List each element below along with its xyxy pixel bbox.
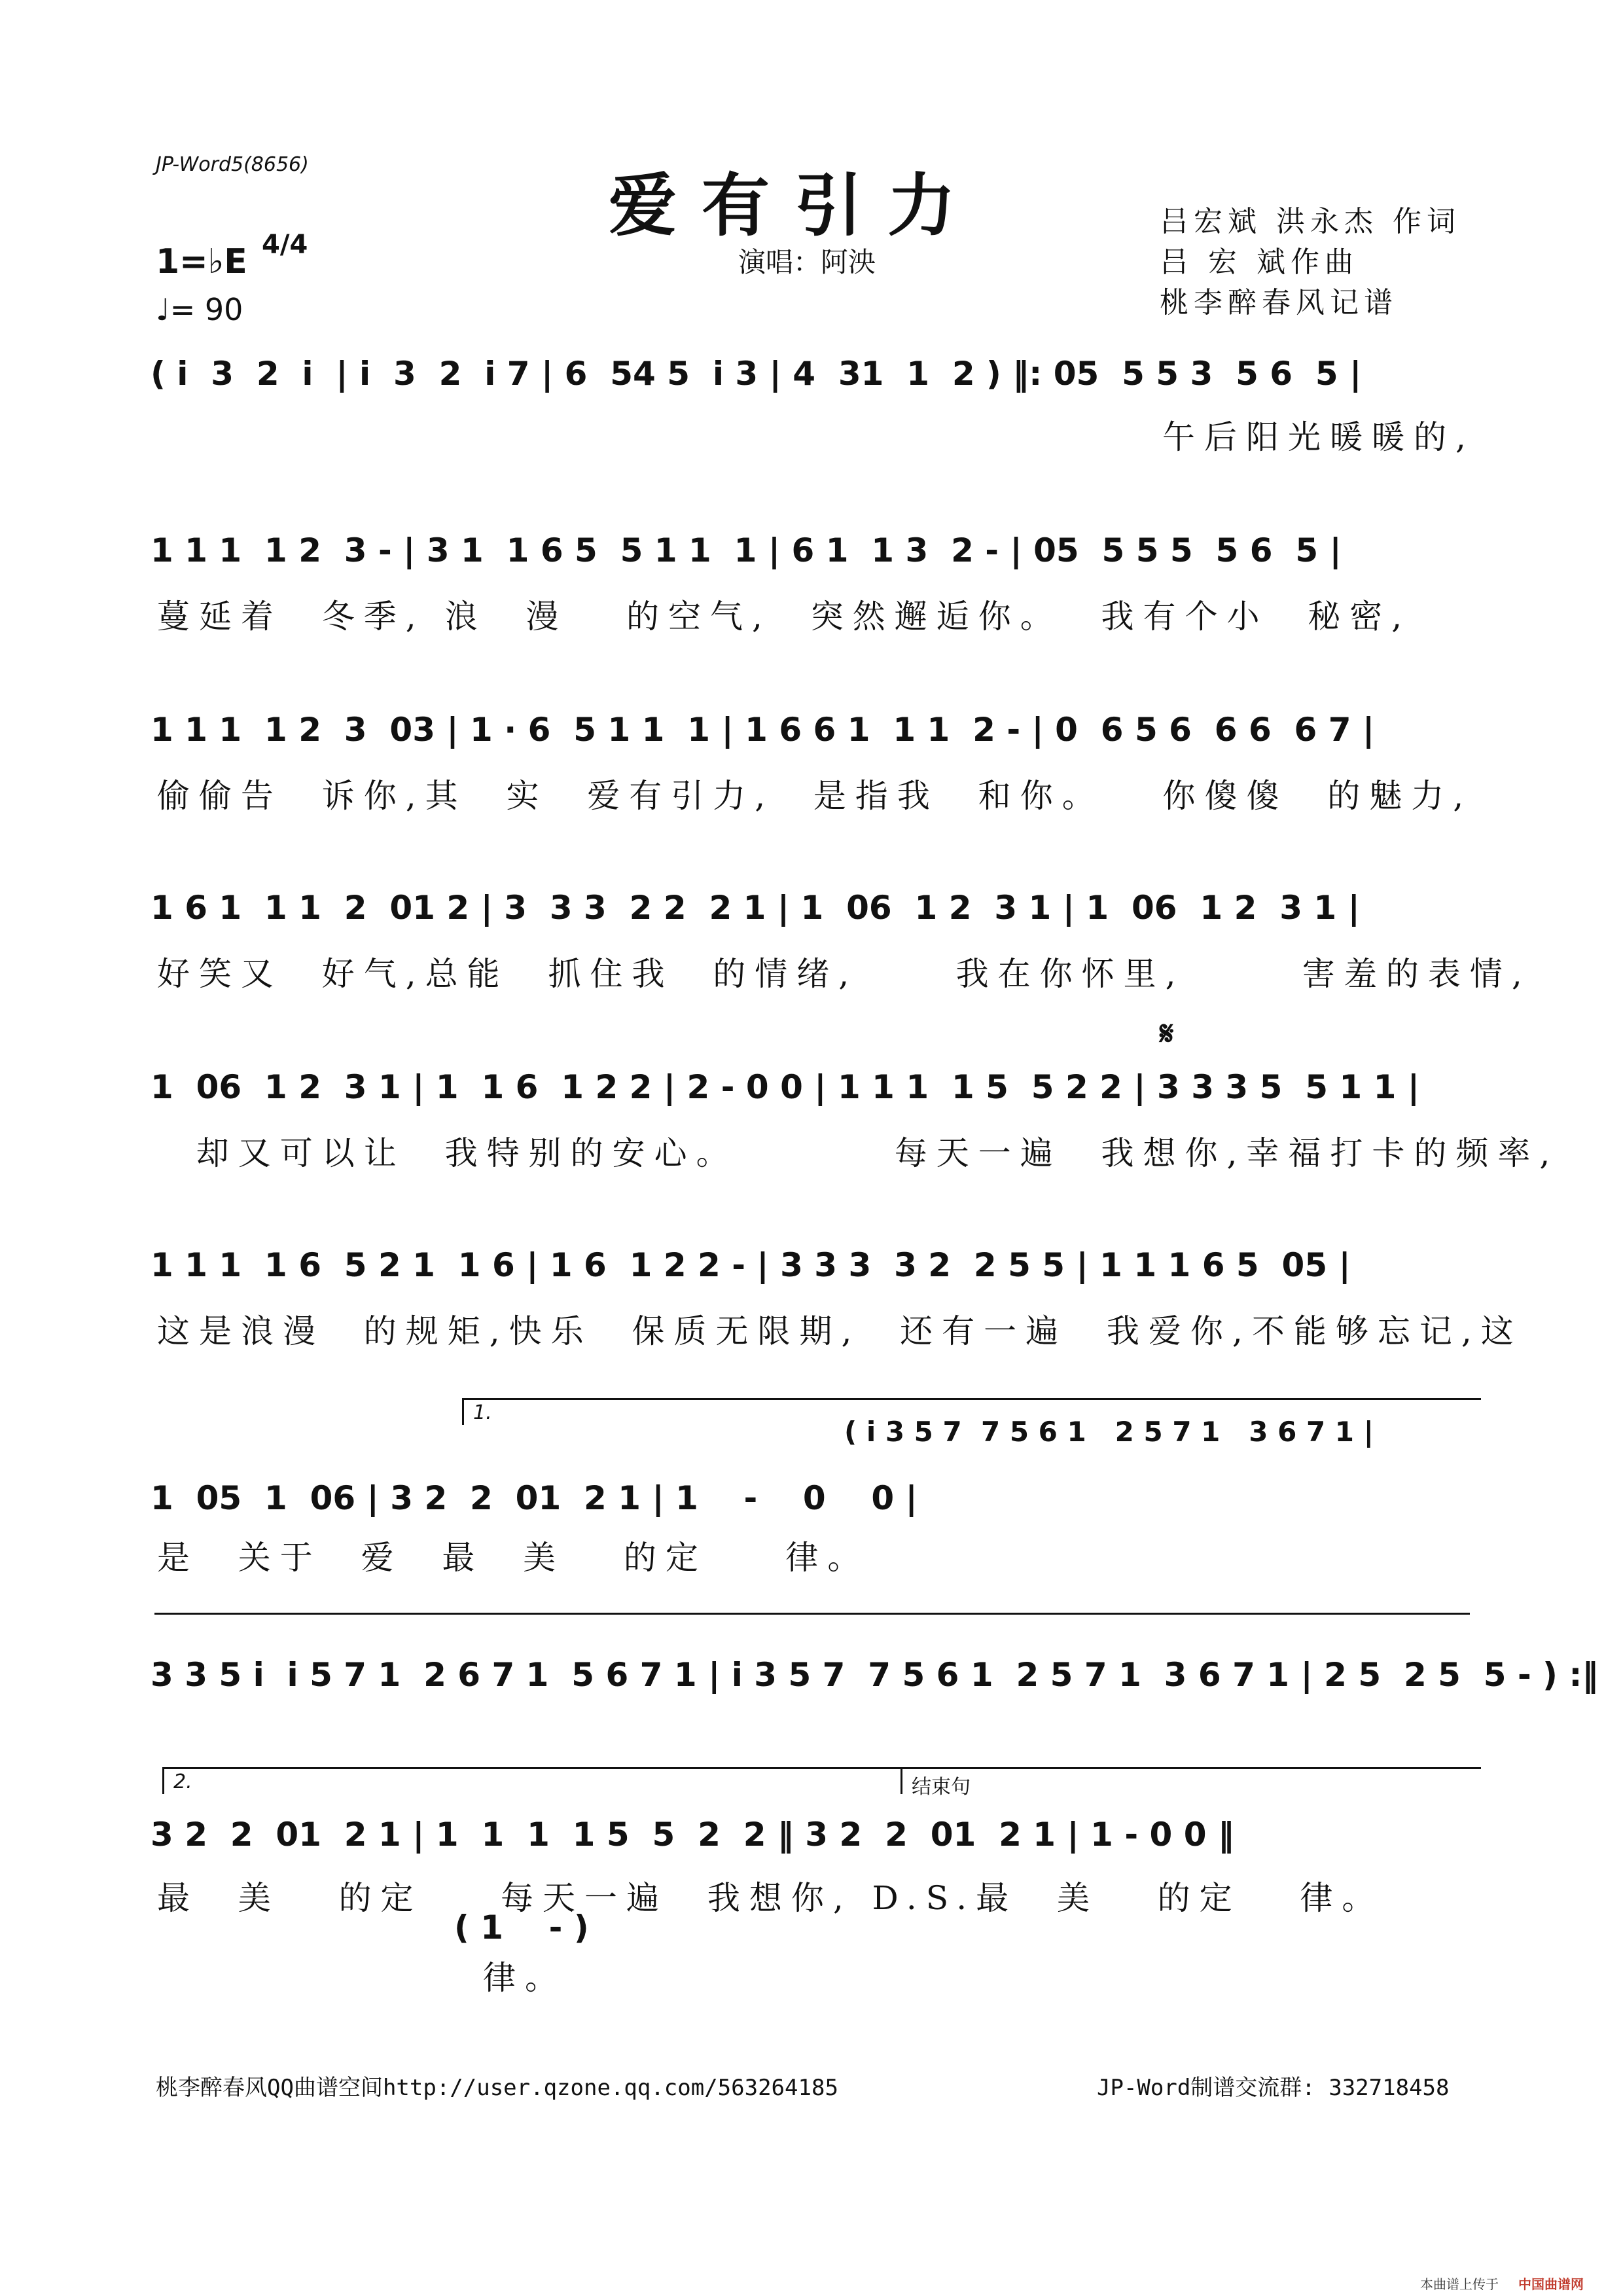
footer-left: 桃李醉春风QQ曲谱空间http://user.qzone.qq.com/563264185 [156,2075,838,2101]
score-line-8: 3 3 5 i i 5 7 1 2 6 7 1 5 6 7 1 | i 3 5 7 7 5 6 1 2 5 7 1 3 6 7 1 | 2 5 2 5 5 - ) :‖ [151,1656,1599,1694]
score-line-1: ( i 3 2 i | i 3 2 i 7 | 6 54 5 i 3 | 4 31 1 2 ) ‖: 05 5 5 3 5 6 5 | [151,355,1362,393]
lyric-line-7: 是 关于 爱 最 美 的定 律。 [157,1539,870,1577]
segno-sign: 𝄋 [1160,1014,1174,1052]
time-signature: 4/4 [262,230,308,260]
software-tag: JP-Word5(8656) [156,153,309,176]
tempo-marking: ♩= 90 [156,292,243,327]
lyric-line-2: 蔓延着 冬季, 浪 漫 的空气, 突然邂逅你。 我有个小 秘密, [157,598,1412,636]
corner-logo: 中国曲谱网 [1518,2276,1584,2292]
volta-ending-phrase: 结束句 [901,1767,1481,1794]
score-line-7: 1 05 1 06 | 3 2 2 01 2 1 | 1 - 0 0 | [151,1479,918,1517]
score-line-7-upper: ( i 3 5 7 7 5 6 1 2 5 7 1 3 6 7 1 | [844,1416,1374,1448]
score-line-3: 1 1 1 1 2 3 03 | 1 · 6 5 1 1 1 | 1 6 6 1 1 1 2 - | 0 6 5 6 6 6 6 7 | [151,711,1375,749]
score-line-9: 3 2 2 01 2 1 | 1 1 1 1 5 5 2 2 ‖ 3 2 2 01 2 1 | 1 - 0 0 ‖ [151,1816,1234,1854]
transcriber-credit: 桃李醉春风记谱 [1160,286,1398,319]
lyric-line-10: 律。 [483,1959,567,1997]
corner-upload-text: 本曲谱上传于 [1420,2276,1499,2292]
volta-second-ending: 2. [162,1767,901,1794]
key-signature: 1=♭E [156,242,247,281]
score-line-6: 1 1 1 1 6 5 2 1 1 6 | 1 6 1 2 2 - | 3 3 3 3 2 2 5 5 | 1 1 1 6 5 05 | [151,1246,1351,1284]
lyricist-credit: 吕宏斌 洪永杰 作词 [1160,205,1461,238]
lyric-line-4: 好笑又 好气,总能 抓住我 的情绪, 我在你怀里, 害羞的表情, [157,955,1531,993]
singer-credit: 演唱：阿泱 [738,246,876,278]
song-title: 爱有引力 [609,165,981,245]
score-line-2: 1 1 1 1 2 3 - | 3 1 1 6 5 5 1 1 1 | 6 1 1 3 2 - | 05 5 5 5 5 6 5 | [151,531,1342,569]
lyric-line-3: 偷偷告 诉你,其 实 爱有引力, 是指我 和你。 你傻傻 的魅力, [157,777,1473,815]
score-line-5: 1 06 1 2 3 1 | 1 1 6 1 2 2 | 2 - 0 0 | 1 1 1 1 5 5 2 2 | 3 3 3 5 5 1 1 | [151,1068,1420,1106]
footer-right: JP-Word制谱交流群: 332718458 [1097,2075,1450,2101]
lyric-line-9: 最 美 的定 每天一遍 我想你, D.S.最 美 的定 律。 [157,1879,1384,1917]
volta-first-ending: 1. [462,1398,1481,1425]
lyric-line-6: 这是浪漫 的规矩,快乐 保质无限期, 还有一遍 我爱你,不能够忘记,这 [157,1312,1523,1350]
composer-credit: 吕 宏 斌作曲 [1160,245,1359,279]
score-line-10: ( 1 - ) [454,1909,589,1946]
score-line-4: 1 6 1 1 1 2 01 2 | 3 3 3 2 2 2 1 | 1 06 1 2 3 1 | 1 06 1 2 3 1 | [151,889,1360,927]
lyric-line-1: 午后阳光暖暖的, [1162,418,1475,456]
lyric-line-5: 却又可以让 我特别的安心。 每天一遍 我想你,幸福打卡的频率, [157,1134,1560,1172]
section-bracket [154,1613,1470,1615]
